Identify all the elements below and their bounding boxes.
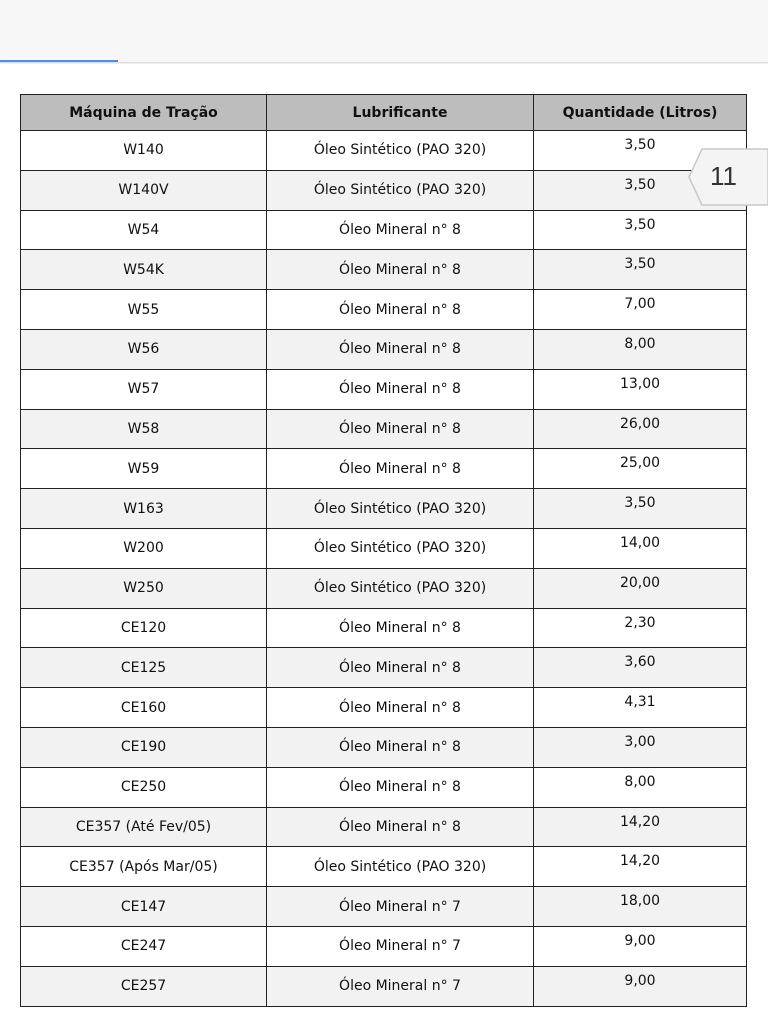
cell-quantity: 20,00 <box>534 568 747 608</box>
cell-machine: CE257 <box>21 966 267 1006</box>
cell-lubricant: Óleo Sintético (PAO 320) <box>267 131 534 171</box>
table-body <box>21 131 747 1007</box>
cell-machine: W54K <box>21 250 267 290</box>
table-row <box>21 608 747 648</box>
cell-machine: W55 <box>21 290 267 330</box>
cell-machine: W59 <box>21 449 267 489</box>
table-row <box>21 847 747 887</box>
table-row <box>21 568 747 608</box>
cell-lubricant: Óleo Sintético (PAO 320) <box>267 847 534 887</box>
header-quantity: Quantidade (Litros) <box>534 95 747 131</box>
cell-quantity: 14,20 <box>534 807 747 847</box>
table-row <box>21 926 747 966</box>
lubricant-table <box>20 94 747 1007</box>
cell-quantity: 3,60 <box>534 648 747 688</box>
cell-machine: CE125 <box>21 648 267 688</box>
cell-quantity: 7,00 <box>534 290 747 330</box>
cell-machine: W57 <box>21 369 267 409</box>
page-number: 11 <box>710 161 737 191</box>
table-row <box>21 329 747 369</box>
cell-lubricant: Óleo Mineral n° 8 <box>267 329 534 369</box>
cell-lubricant: Óleo Mineral n° 7 <box>267 926 534 966</box>
table-row <box>21 489 747 529</box>
cell-machine: CE147 <box>21 887 267 927</box>
table-row <box>21 727 747 767</box>
cell-lubricant: Óleo Mineral n° 8 <box>267 767 534 807</box>
table-row <box>21 767 747 807</box>
cell-machine: W58 <box>21 409 267 449</box>
table-row <box>21 369 747 409</box>
cell-machine: W140 <box>21 131 267 171</box>
cell-machine: CE247 <box>21 926 267 966</box>
table-row <box>21 807 747 847</box>
cell-quantity: 3,50 <box>534 250 747 290</box>
cell-machine: CE190 <box>21 727 267 767</box>
cell-lubricant: Óleo Sintético (PAO 320) <box>267 170 534 210</box>
cell-quantity: 14,00 <box>534 528 747 568</box>
cell-lubricant: Óleo Mineral n° 8 <box>267 290 534 330</box>
cell-machine: CE160 <box>21 688 267 728</box>
cell-machine: W54 <box>21 210 267 250</box>
cell-quantity: 3,00 <box>534 727 747 767</box>
cell-lubricant: Óleo Mineral n° 8 <box>267 250 534 290</box>
cell-lubricant: Óleo Mineral n° 8 <box>267 210 534 250</box>
cell-machine: CE357 (Até Fev/05) <box>21 807 267 847</box>
cell-machine: W250 <box>21 568 267 608</box>
cell-quantity: 9,00 <box>534 926 747 966</box>
table-row <box>21 409 747 449</box>
cell-lubricant: Óleo Mineral n° 8 <box>267 409 534 449</box>
cell-machine: W163 <box>21 489 267 529</box>
table-row <box>21 290 747 330</box>
cell-quantity: 3,50 <box>534 210 747 250</box>
cell-lubricant: Óleo Mineral n° 8 <box>267 688 534 728</box>
cell-lubricant: Óleo Sintético (PAO 320) <box>267 528 534 568</box>
header-machine: Máquina de Tração <box>21 95 267 131</box>
cell-quantity: 3,50 <box>534 131 747 171</box>
cell-lubricant: Óleo Mineral n° 7 <box>267 887 534 927</box>
cell-quantity: 2,30 <box>534 608 747 648</box>
cell-quantity: 25,00 <box>534 449 747 489</box>
table-row <box>21 170 747 210</box>
cell-quantity: 9,00 <box>534 966 747 1006</box>
cell-quantity: 8,00 <box>534 329 747 369</box>
cell-lubricant: Óleo Mineral n° 8 <box>267 608 534 648</box>
table-header-row <box>21 95 747 131</box>
table-row <box>21 131 747 171</box>
cell-quantity: 4,31 <box>534 688 747 728</box>
cell-machine: CE357 (Após Mar/05) <box>21 847 267 887</box>
cell-quantity: 3,50 <box>534 489 747 529</box>
cell-lubricant: Óleo Sintético (PAO 320) <box>267 489 534 529</box>
cell-quantity: 14,20 <box>534 847 747 887</box>
table-row <box>21 688 747 728</box>
cell-lubricant: Óleo Mineral n° 8 <box>267 727 534 767</box>
table-row <box>21 449 747 489</box>
table-row <box>21 966 747 1006</box>
cell-machine: W140V <box>21 170 267 210</box>
cell-lubricant: Óleo Mineral n° 7 <box>267 966 534 1006</box>
viewer-top-bar <box>0 0 768 63</box>
cell-lubricant: Óleo Mineral n° 8 <box>267 369 534 409</box>
cell-quantity: 18,00 <box>534 887 747 927</box>
header-lubricant: Lubrificante <box>267 95 534 131</box>
table-row <box>21 887 747 927</box>
cell-machine: CE250 <box>21 767 267 807</box>
cell-machine: CE120 <box>21 608 267 648</box>
table-row <box>21 528 747 568</box>
table-row <box>21 250 747 290</box>
cell-machine: W200 <box>21 528 267 568</box>
page-number-badge[interactable] <box>688 147 768 207</box>
loading-progress-bar <box>0 60 118 62</box>
cell-lubricant: Óleo Sintético (PAO 320) <box>267 568 534 608</box>
cell-lubricant: Óleo Mineral n° 8 <box>267 449 534 489</box>
cell-lubricant: Óleo Mineral n° 8 <box>267 807 534 847</box>
cell-quantity: 8,00 <box>534 767 747 807</box>
cell-quantity: 13,00 <box>534 369 747 409</box>
cell-quantity: 26,00 <box>534 409 747 449</box>
cell-lubricant: Óleo Mineral n° 8 <box>267 648 534 688</box>
cell-quantity: 3,50 <box>534 170 747 210</box>
table-row <box>21 210 747 250</box>
cell-machine: W56 <box>21 329 267 369</box>
table-row <box>21 648 747 688</box>
